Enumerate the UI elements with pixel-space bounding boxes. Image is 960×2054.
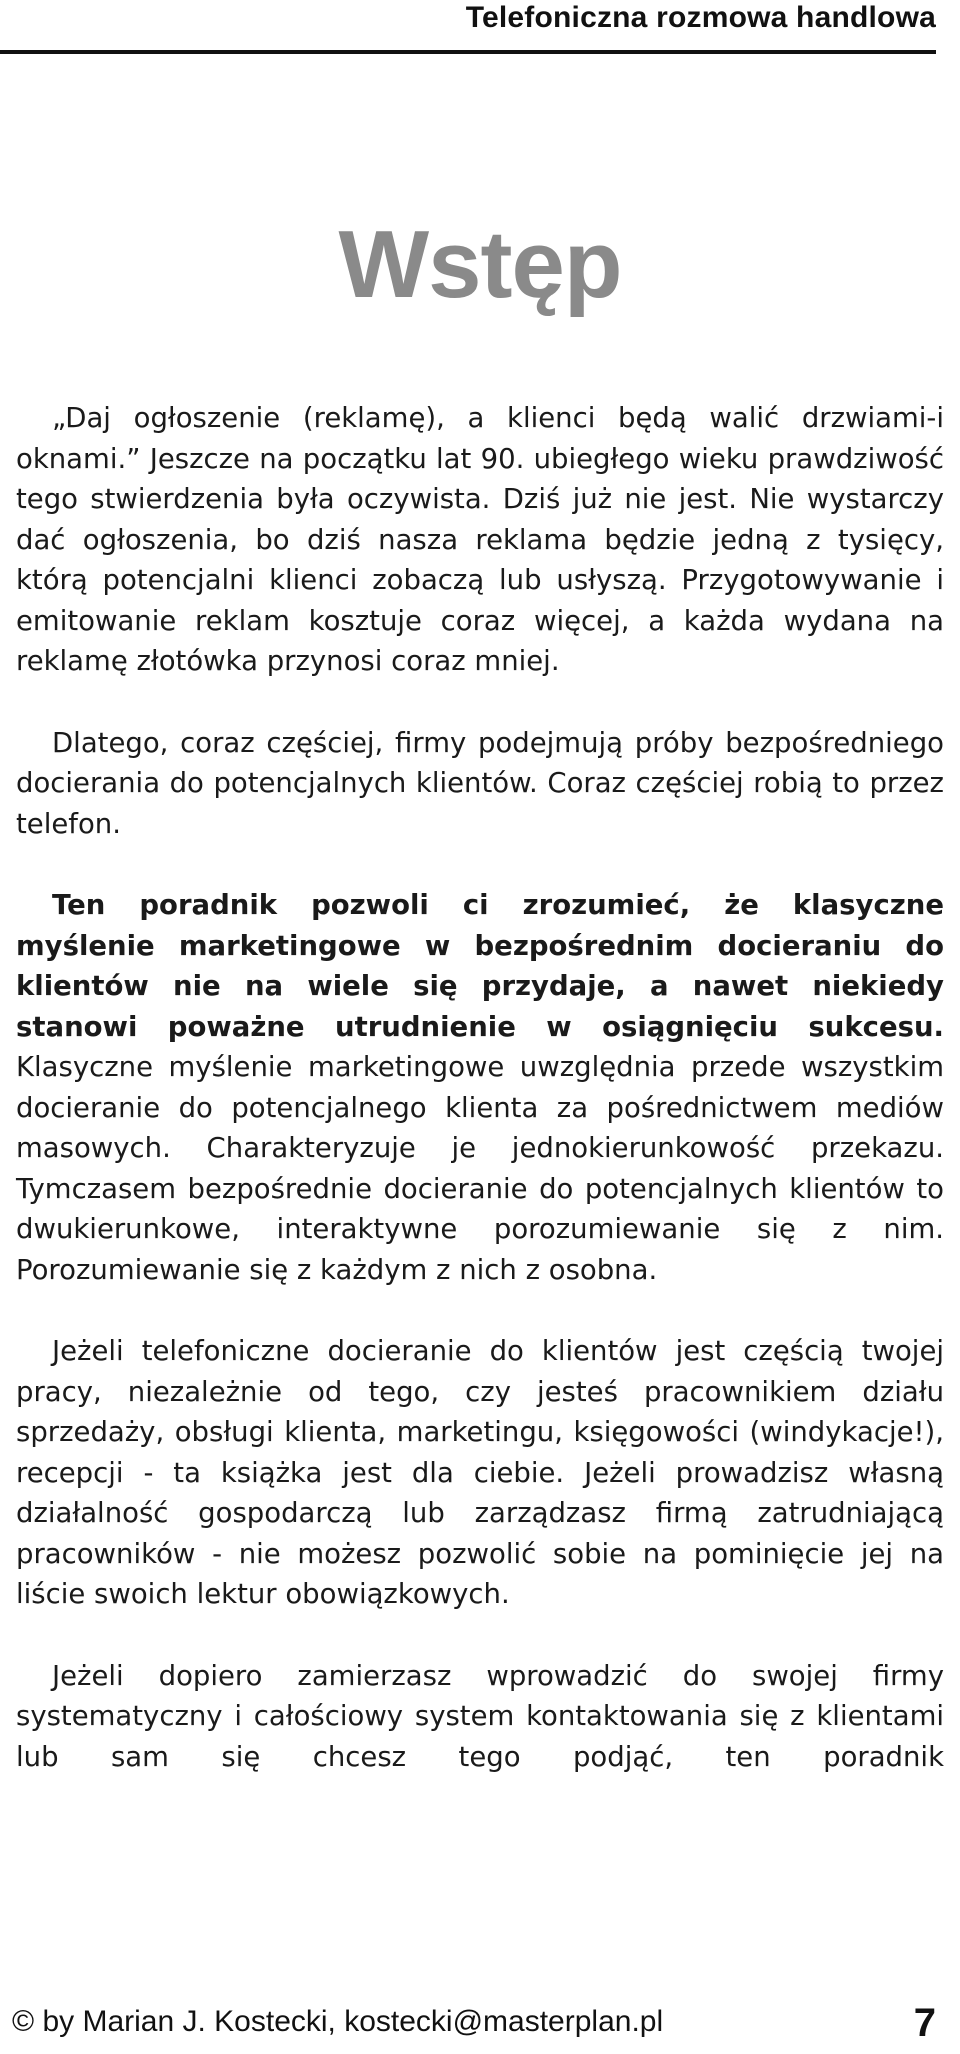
paragraph-3 [16, 885, 944, 1290]
running-header: Telefoniczna rozmowa handlowa [465, 1, 936, 34]
body-text [16, 398, 944, 1777]
copyright-notice: © by Marian J. Kostecki, kostecki@masterplan.pl [12, 2005, 664, 2038]
paragraph-2-text: Dlatego, coraz częściej, firmy podejmują próby bezpośredniego docierania do potencjalnych klientów. Coraz częściej robią to przez telefon. [16, 726, 944, 840]
page-footer [12, 2001, 936, 2045]
header-rule [0, 50, 936, 54]
paragraph-2 [16, 723, 944, 845]
paragraph-4-text: Jeżeli telefoniczne docieranie do klientów jest częścią twojej pracy, niezależnie od tego, czy jesteś pracownikiem działu sprzedaży, obsługi klienta, marketingu, księgowości (windykacje!), recepcji - ta książka jest dla ciebie. Jeżeli prowadzisz własną działalność gospodarczą lub zarządzasz firmą zatrudniającą pracowników - nie możesz pozwolić sobie na pominięcie jej na liście swoich lektur obowiązkowych. [16, 1335, 944, 1610]
paragraph-4 [16, 1331, 944, 1615]
paragraph-1 [16, 398, 944, 682]
paragraph-3-bold-lead: Ten poradnik pozwoli ci zrozumieć, że klasyczne myślenie marketingowe w bezpośrednim docieraniu do klientów nie na wiele się przydaje, a nawet niekiedy stanowi poważne utrudnienie w osiągnięciu sukcesu. [16, 889, 944, 1043]
paragraph-3-text: Klasyczne myślenie marketingowe uwzględnia przede wszystkim docieranie do potencjalnego klienta za pośrednictwem mediów masowych. Charakteryzuje je jednokierunkowość przekazu. Tymczasem bezpośrednie docieranie do potencjalnych klientów to dwukierunkowe, interaktywne porozumiewanie się z nim. Porozumiewanie się z każdym z nich z osobna. [16, 1051, 944, 1286]
paragraph-1-text: „Daj ogłoszenie (reklamę), a klienci będą walić drzwiami-i oknami.” Jeszcze na początku lat 90. ubiegłego wieku prawdziwość tego stwierdzenia była oczywista. Dziś już nie jest. Nie wystarczy dać ogłoszenia, bo dziś nasza reklama będzie jedną z tysięcy, którą potencjalni klienci zobaczą lub usłyszą. Przygotowywanie i emitowanie reklam kosztuje coraz więcej, a każda wydana na reklamę złotówka przynosi coraz mniej. [16, 402, 944, 677]
paragraph-5-text: Jeżeli dopiero zamierzasz wprowadzić do swojej firmy systematyczny i całościowy system kontaktowania się z klientami lub sam się chcesz tego podjąć, ten poradnik [16, 1659, 944, 1773]
paragraph-5 [16, 1656, 944, 1778]
chapter-title: Wstęp [338, 211, 622, 318]
page-number: 7 [913, 2001, 936, 2045]
